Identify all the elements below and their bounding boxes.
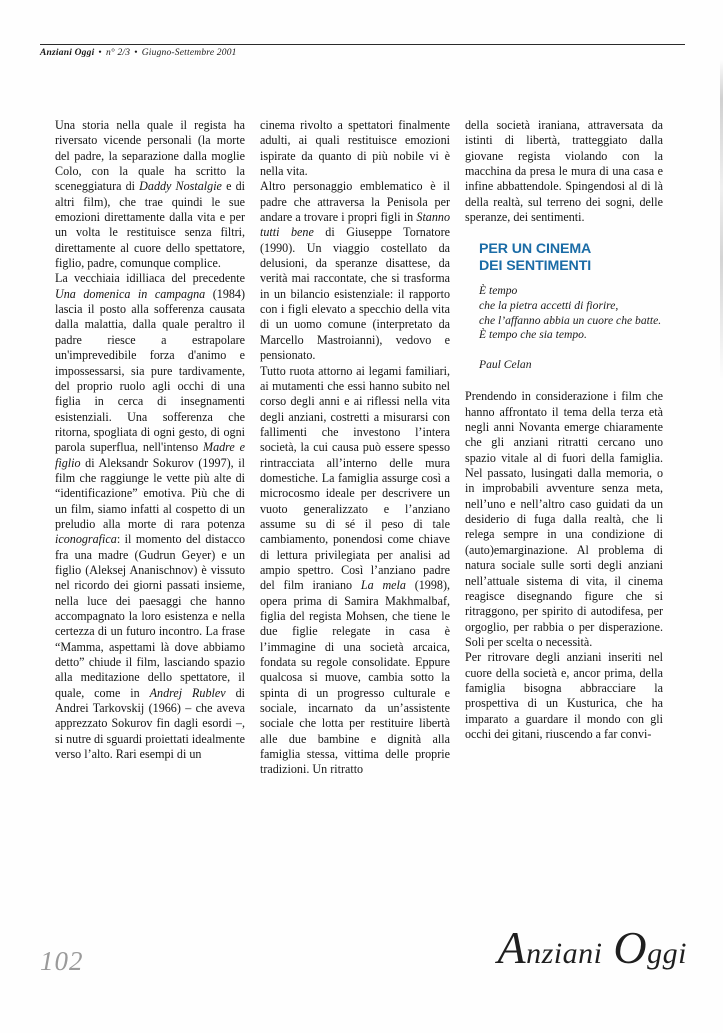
c2-p3-part1: Tutto ruota attorno ai legami familiari, ai mutamenti che essi hanno subito nel corso degli anni e ai riflessi nella vita degli anziani, costretti a misurarsi con fallimenti che investono l’intera società, la cui causa può essere spesso rintracciata all’interno delle mura domestiche. La famiglia assurge così a microcosmo ideale per descrivere un vuoto generalizzato e l’anziano assume su di sé il peso di tale cambiamento, ponendosi come chiave di lettura privilegiata per analisi ad ampio spettro. Così l’anziano padre del film iraniano bbox=[260, 363, 450, 593]
c2-title-la-mela: La mela bbox=[360, 578, 406, 593]
c2-title-stanno-tutti-bene: Stanno tutti bene bbox=[260, 210, 450, 240]
poem-line-3: che l’affanno abbia un cuore che batte. bbox=[479, 313, 662, 327]
masthead-logo bbox=[497, 922, 687, 973]
section-heading-line-2: DEI SENTIMENTI bbox=[479, 257, 592, 274]
c1-word-iconografica: iconografica bbox=[55, 532, 117, 547]
poem-line-2: che la pietra accetti di fiorire, bbox=[479, 299, 619, 312]
paragraph-c1-p2 bbox=[55, 271, 245, 762]
paragraph-c2-p3 bbox=[260, 364, 450, 778]
c1-p1-part1: Una storia nella quale il regista ha riversato vicende personali (la morte del padre, la separazione dalla moglie Colo, con la quale ha scritto la sceneggiatura di bbox=[55, 118, 245, 194]
text-column-1 bbox=[55, 118, 245, 893]
logo-rest-anziani: nziani bbox=[526, 937, 603, 970]
c1-p2-part2: (1984) lascia il posto alla sofferenza causata dalla malattia, dalla quale peraltro il padre riesce a estrapolare un'imprevedibile forza d'animo e impossessarsi, sia pure tardivamente, del proprio ruolo agli occhi di una figlia in cerca di insegnamenti esistenziali. Una sofferenza che ritorna, spogliata di ogni gesto, di ogni parola superflua, nell'intenso bbox=[55, 286, 245, 455]
c1-title-daddy-nostalgie: Daddy Nostalgie bbox=[139, 179, 222, 194]
page-number: 102 bbox=[40, 946, 84, 976]
c1-title-andrej-rublev: Andrej Rublev bbox=[149, 685, 226, 700]
text-column-2 bbox=[260, 118, 450, 893]
c1-p2-part3: di Aleksandr Sokurov (1997), il film che raggiunge le vette più alte di “identificazione” emotiva. Più che di un film, siamo infatti al cospetto di un preludio alla morte di rara potenza bbox=[55, 455, 245, 531]
c1-p2-part5: di Andrei Tarkovskij (1966) – che aveva apprezzato Sokurov fin dagli esordi –, si nutre di sguardi proiettati idealmente verso l’alto. Rari esempi di un bbox=[55, 685, 245, 762]
text-column-3 bbox=[465, 118, 663, 893]
paragraph-c3-intro: della società iraniana, attraversata da istinti di libertà, tratteggiato dalla giovane regista violando con la macchina da presa le mura di una casa e infine abbattendole. Spingendosi al di là della realtà, sul terreno dei sogni, delle speranze, dei sentimenti. bbox=[465, 118, 663, 225]
logo-cap-a: A bbox=[497, 922, 527, 973]
c2-p3-part2: (1998), opera prima di Samira Makhmalbaf, figlia del regista Mohsen, che tiene le due figlie relegate in casa è l’immagine di una società arcaica, fondata su regole consolidate. Eppure qualcosa si muove, cambia sotto la spinta di un progresso culturale e sociale, incarnato da un’assistente sociale che lotta per restituire libertà alle due bambine e dignità alla famiglia stessa, vittima delle proprie tradizioni. Un ritratto bbox=[260, 578, 450, 777]
section-heading-line-1: PER UN CINEMA bbox=[479, 241, 592, 258]
paragraph-c3-after-2: Per ritrovare degli anziani inseriti nel cuore della società e, ancor prima, della famiglia bisogna abbracciare la prospettiva di un Kusturica, che ha imparato a guardare il mondo con gli occhi dei gitani, riuscendo a far convi- bbox=[465, 650, 663, 741]
paragraph-c2-p2 bbox=[260, 179, 450, 363]
running-head-journal: Anziani Oggi bbox=[40, 48, 95, 58]
c1-p2-part4: : il momento del distacco fra una madre (Gudrun Geyer) e un figlio (Aleksej Ananischnov) è vissuto nel ricordo dei giorni passati insieme, nella luce dei paesaggi che hanno accompagnato la loro esistenza e nella certezza di un futuro incontro. La frase “Mamma, aspettami là dove abbiamo detto” chiude il film, lasciando spazio alla meditazione dello spettatore, il quale, come in bbox=[55, 532, 245, 700]
header-rule bbox=[40, 44, 685, 45]
running-head-issue: n° 2/3 bbox=[105, 48, 131, 58]
running-head-date: Giugno-Settembre 2001 bbox=[141, 48, 237, 58]
c2-p2-part2: di Giuseppe Tornatore (1990). Un viaggio costellato da delusioni, da speranze disattese, da verità mai raccontate, che si trasforma in un bilancio esistenziale: il rapporto con i figli elevato a specchio della vita di un uomo comune (interpretato da Marcello Mastroianni), vedovo e pensionato. bbox=[260, 225, 450, 363]
three-column-text-body bbox=[55, 118, 680, 893]
running-head-bullet-2: • bbox=[134, 48, 138, 58]
poem-quote bbox=[479, 284, 663, 342]
logo-rest-oggi: ggi bbox=[647, 937, 687, 970]
paragraph-c1-p1 bbox=[55, 118, 245, 271]
c2-p1-text: cinema rivolto a spettatori finalmente adulti, ai quali restituisce emozioni ispirate da quanto di più nobile vi è nella vita. bbox=[260, 118, 450, 179]
c1-p2-part1: La vecchiaia idilliaca del precedente bbox=[55, 271, 245, 286]
c1-title-una-domenica: Una domenica in campagna bbox=[55, 286, 206, 301]
poem-line-1: È tempo bbox=[479, 284, 518, 298]
section-heading bbox=[479, 241, 663, 274]
paragraph-c3-after-1: Prendendo in considerazione i film che hanno affrontato il tema della terza età negli anni Novanta emerge chiaramente che gli anziani ritratti cercano uno spazio vitale al di fuori della famiglia. Nel passato, lusingati dalla memoria, o in improbabili avventure senza meta, nell’uno e nell’altro caso guidati da un desiderio di fuga dalla realtà, che li relega sempre in una condizione di (auto)emarginazione. Al problema di natura sociale sulle sorti degli anziani nell’attuale sistema di vita, il cinema reagisce disegnando figure che si ritraggono, per spirito di autodifesa, per orgoglio, per rabbia o per disperazione. Soli per scelta o necessità. bbox=[465, 389, 663, 649]
c1-p1-part2: e di altri film), che trae quindi le sue emozioni direttamente dalla vita e per un volta le restituisce senza filtri, direttamente al cuore dello spettatore, figlio, padre, comunque complice. bbox=[55, 179, 245, 271]
poem-attribution: Paul Celan bbox=[479, 357, 532, 371]
paragraph-c2-p1 bbox=[260, 118, 450, 179]
c2-p2-part1: Altro personaggio emblematico è il padre che attraversa la Penisola per andare a trovare i propri figli in bbox=[260, 179, 450, 225]
poem-line-4: È tempo che sia tempo. bbox=[479, 328, 587, 342]
running-head bbox=[40, 48, 237, 58]
c1-title-madre-e-figlio: Madre e figlio bbox=[55, 440, 245, 470]
running-head-bullet-1: • bbox=[98, 48, 102, 58]
logo-cap-o: O bbox=[613, 922, 648, 973]
